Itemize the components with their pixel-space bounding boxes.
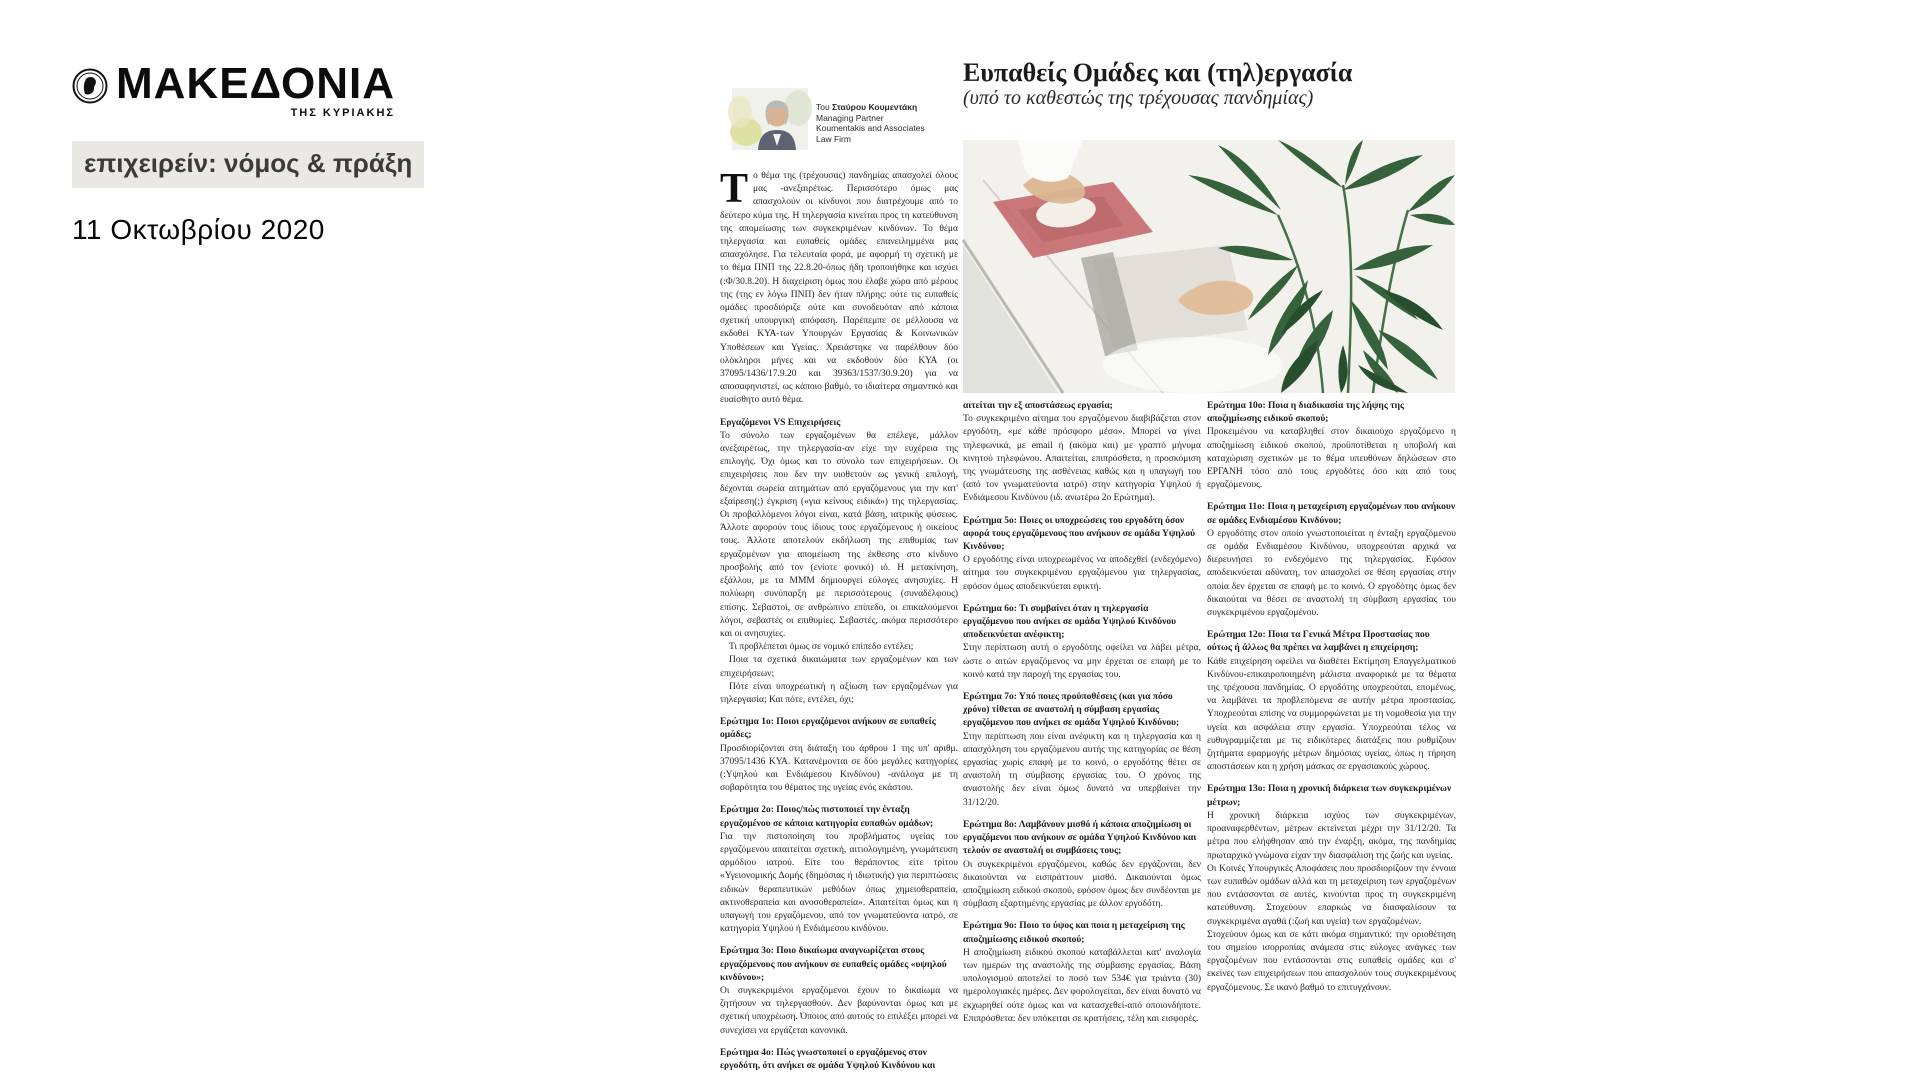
paragraph: Το σύνολο των εργαζομένων θα επέλεγε, μάλλον ανεξαιρέτως, την τηλεργασία-αν είχε την ευχέρεια της επιλογής. Όχι όμως και το σύνολο των επιχειρήσεων. Οι επιχειρήσεις που δεν την υιοθετούν ως γενική επιλογή, δέχονται σωρεία αιτημάτων από εργαζόμενους για την κατ' εξαίρεση(;) έγκριση («για κείνους ειδικά») της τηλεργασίας. Οι προβαλλόμενοι λόγοι είναι, κατά βάση, ιατρικής φύσεως. Άλλοτε αφορούν τους ίδιους τους εργαζόμενους ή οικείους τους. Άλλοτε αποτελούν εκδήλωση της επιθυμίας των εργαζομένων για απομείωση της έκθεσης στο κίνδυνο προσβολής από τον (ενίοτε φονικό) ιό. Η μετακίνηση, εξάλλου, με τα ΜΜΜ δημιουργεί εύλογες ανησυχίες. Η πολύωρη συνύπαρξη με περισσότερους (συναδέλφους) επίσης. Σεβαστοί, σε ανθρώπινο επίπεδο, οι επικαλούμενοι λόγοι, σεβαστές οι επιθυμίες. Σεβαστές, ακόμα περισσότερο και οι ανησυχίες.	[720, 430, 958, 639]
article-title: Ευπαθείς Ομάδες και (τηλ)εργασία	[963, 58, 1353, 87]
answer-paragraph: Οι συγκεκριμένοι εργαζόμενοι έχουν το δικαίωμα να ζητήσουν να τηλεργασθούν. Δεν βαρύνονται όμως και με σχετική υποχρέωση. Όποιος από αυτούς το επιλέξει μπορεί να συνεχίσει να εργάζεται κανονικά.	[720, 985, 958, 1036]
question-heading: Ερώτημα 5ο: Ποιες οι υποχρεώσεις του εργοδότη όσον αφορά τους εργαζόμενους που ανήκουν σε ομάδα Υψηλού Κινδύνου;	[963, 515, 1196, 553]
answer-paragraph: Οι Κοινές Υπουργικές Αποφάσεις που προσδιορίζουν την έννοια των ευπαθών ομάδων αλλά και τη μεταχείριση των εργαζομένων που εντάσσονται σε αυτές, κινούνται προς τη συγκεκριμένη κατεύθυνση. Στοχεύουν επαρκώς να διασφαλίσουν τα συγκεκριμένα αγαθά (:ζωή και υγεία) των εργαζομένων.	[1207, 863, 1456, 927]
newspaper-logo	[72, 59, 472, 119]
answer-paragraph: Στοχεύουν όμως και σε κάτι ακόμα σημαντικό: την οριοθέτηση του σημείου ισορροπίας ανάμεσα στις εύλογες ανάγκες των εργαζομένων που εντάσσονται στις ευπαθείς ομάδες και σ' εκείνες των επιχειρήσεων που απασχολούν τους συγκεκριμένους εργαζόμενους. Σε ικανό βαθμό το επιτυγχάνουν.	[1207, 929, 1456, 993]
lead-paragraph: Το θέμα της (τρέχουσας) πανδημίας απασχολεί όλους μας -ανεξαιρέτως. Περισσότερο όμως μας απασχολούν οι κίνδυνοι που διατρέχουμε από το δεύτερο κύμα της. Η τηλεργασία κινείται προς τη κατεύθυνση της απομείωσης των συγκεκριμένων κινδύνων. Το θέμα τηλεργασία και ευπαθείς ομάδες επανειλημμένα μας απασχόλησε. Για τελευταία φορά, με αφορμή τη σχετική με το θέμα ΠΝΠ της 22.8.20-όπως ήδη τροποιήθηκε και ισχύει (:Φ/30.8.20). Η διαχείριση όμως που έλαβε χώρα από μέρους της (της εν λόγω ΠΝΠ) δεν ήταν πλήρης: ούτε τις ευπαθείς ομάδες προσδιόριζε ούτε και συνοδευόταν από κάποια σχετική υπουργική απόφαση. Παρέπεμπε σε μέλλουσα να εκδοθεί ΚΥΑ-των Υπουργών Εργασίας & Κοινωνικών Υποθέσεων και Υγείας. Χρειάστηκε να παρέλθουν δύο ολόκληροι μήνες και να εκδοθούν δύο ΚΥΑ (οι 37095/1436/17.9.20 και 39363/1537/30.9.20) για να αποσαφηνιστεί, ως κάποιο βαθμό, το ιδιαίτερα σημαντικό και ευαίσθητο αυτό θέμα.	[720, 166, 958, 406]
answer-paragraph: Η χρονική διάρκεια ισχύος των συγκεκριμένων, προαναφερθέντων, μέτρων εκτείνεται μέχρι την 31/12/20. Τα μέτρα που ελήφθησαν από την έναρξη, ακόμα, της πανδημίας πρωταρχικό γνώμονα είχαν την διασφάλιση της ζωής και υγείας.	[1207, 810, 1456, 861]
drop-cap: Τ	[720, 166, 749, 212]
question-heading: Ερώτημα 12ο: Ποια τα Γενικά Μέτρα Προστασίας που ούτως ή άλλως θα πρέπει να λαμβάνει η επιχείρηση;	[1207, 630, 1430, 654]
section-banner	[72, 141, 424, 188]
question-heading: Ερώτημα 8ο: Λαμβάνουν μισθό ή κάποια αποζημίωση οι εργαζόμενοι που ανήκουν σε ομάδα Υψηλού Κινδύνου και τελούν σε αναστολή οι συμβάσεις τους;	[963, 819, 1197, 857]
article-photo	[963, 140, 1455, 393]
question-heading: Ερώτημα 11ο: Ποια η μεταχείριση εργαζομένων που ανήκουν σε ομάδες Ενδιαμέσου Κινδύνου;	[1207, 502, 1456, 526]
answer-paragraph: Κάθε επιχείρηση οφείλει να διαθέτει Εκτίμηση Επαγγελματικού Κινδύνου-επικαιροποιημένη μάλιστα αναφορικά με τα θέματα της τρέχουσα πανδημίας. Ο εργοδότης υποχρεούται, επομένως, να λαμβάνει τα προβλεπόμενα σε αυτήν μέτρα προστασίας. Υποχρεούται επίσης να συμμορφώνεται με τη νομοθεσία για την υγεία και ασφάλεια στην εργασία. Υποχρεούται τέλος να ευθυγραμμίζεται με τις ειδικότερες διατάξεις που ρυθμίζουν ζητήματα εφαρμογής μέτρων δημόσιας υγείας, όπως η τήρηση αποστάσεων και η χρήση μάσκας σε εργασιακούς χώρους.	[1207, 656, 1456, 773]
paragraph: Ποια τα σχετικά δικαιώματα των εργαζομένων και των επιχειρήσεων;	[720, 655, 958, 679]
answer-paragraph: Προκειμένου να καταβληθεί στον δικαιούχο εργαζόμενο η αποζημίωση ειδικού σκοπού, προϋποτίθεται η υποβολή και καταχώριση σχετικών με το θέμα υπευθύνων δηλώσεων στο ΕΡΓΑΝΗ τόσο από τους εργοδότες όσο και από τους εργαζόμενους.	[1207, 427, 1456, 491]
answer-paragraph: Για την πιστοποίηση του προβλήματος υγείας του εργαζόμενου απαιτείται σχετική, αιτιολογημένη, γνωμάτευση αρμόδιου ιατρού. Είτε του θεράποντος είτε τρίτου «Υγειονομικής Δομής (δημόσιας ή ιδιωτικής) για περιπτώσεις ειδικών θεραπευτικών μεθόδων όπως χημειοθεραπεία, ακτινοθεραπεία και ανοσοθεραπεία». Απαιτείται όμως και η υπαγωγή του εργαζόμενου, από τον γνωματεύοντα ιατρό, σε κατηγορία Υψηλού ή Ενδιάμεσου κινδύνου.	[720, 831, 958, 935]
byline-prefix: Του	[816, 102, 832, 112]
question-heading: Ερώτημα 6ο: Τι συμβαίνει όταν η τηλεργασία εργαζόμενου που ανήκει σε ομάδα Υψηλού Κινδύνου αποδεικνύεται ανέφικτη;	[963, 603, 1177, 641]
byline	[732, 88, 958, 158]
author-photo	[732, 88, 808, 150]
question-heading: Ερώτημα 4ο: Πώς γνωστοποιεί ο εργαζόμενος στον εργοδότη, ότι ανήκει σε ομάδα Υψηλού Κινδύνου και	[720, 1047, 936, 1071]
article-column-1	[720, 166, 958, 1071]
section-banner-label: επιχειρείν: νόμος & πράξη	[84, 148, 413, 178]
answer-paragraph: Ο εργοδότης είναι υποχρεωμένος να αποδεχθεί (ενδεχόμενο) αίτημα του συγκεκριμένου εργαζόμενου για τηλεργασίας, εφόσον όμως αποδεικνύεται εφικτή.	[963, 555, 1201, 592]
answer-paragraph: Προσδιορίζονται στη διάταξη του άρθρου 1 της υπ' αριθμ. 37095/1436 ΚΥΑ. Κατανέμονται σε δύο μεγάλες κατηγορίες (:Υψηλού και Ενδιάμεσου Κινδύνου) -ανάλογα με τη σοβαρότητα του θέματος της υγείας ενός εκάστου.	[720, 743, 958, 794]
author-name: Σταύρου Κουμεντάκη	[832, 102, 918, 112]
author-role: Managing Partner	[816, 112, 884, 123]
coin-emblem-icon	[72, 68, 108, 104]
answer-paragraph: Ο εργοδότης στον οποίο γνωστοποιείται η ένταξη εργαζόμενου σε ομάδα Ενδιαμέσου Κινδύνου, υποχρεούται αρχικά να διερευνήσει το ενδεχόμενο της τηλεργασίας. Εφόσον αποδεικνύεται αδύνατη, τον απασχολεί σε θέση εργασίας στην οποία δεν έρχεται σε επαφή με το κοινό. Ο εργοδότης όμως δεν δικαιούται να θέσει σε αναστολή τη σύμβαση εργασίας του συγκεκριμένου εργαζομένου.	[1207, 528, 1456, 619]
article-scan	[718, 55, 1460, 1071]
question-heading: Ερώτημα 3ο: Ποιο δικαίωμα αναγνωρίζεται στους εργαζόμενους που ανήκουν σε ευπαθείς ομάδες «υψηλού κινδύνου»;	[720, 946, 947, 983]
author-firm-suffix: Law Firm	[816, 133, 851, 144]
article-subtitle: (υπό το καθεστώς της τρέχουσας πανδημίας)	[963, 87, 1314, 109]
question-heading: Ερώτημα 1ο: Ποιοι εργαζόμενοι ανήκουν σε ευπαθείς ομάδες;	[720, 717, 936, 741]
newspaper-subtitle: ΤΗΣ ΚΥΡΙΑΚΗΣ	[290, 107, 395, 119]
article-column-3	[1207, 400, 1456, 1042]
question-heading: Ερώτημα 9ο: Ποιο το ύψος και ποια η μεταχείριση της αποζημίωσης ειδικού σκοπού;	[963, 921, 1185, 945]
issue-date: 11 Οκτωβρίου 2020	[72, 214, 325, 245]
newspaper-title: ΜΑΚΕΔΟΝΙΑ	[116, 59, 395, 108]
question-heading: Ερώτημα 2ο: Ποιος/πώς πιστοποιεί την ένταξη εργαζομένου σε κάποια κατηγορία ευπαθών ομάδων;	[720, 805, 934, 829]
question-heading: Ερώτημα 10ο: Ποια η διαδικασία της λήψης της αποζημίωσης ειδικού σκοπού;	[1207, 401, 1404, 425]
answer-paragraph: Το συγκεκριμένο αίτημα του εργαζόμενου διαβιβάζεται στον εργοδότη, «με κάθε πρόσφορο μέσο». Μπορεί να γίνει τηλεφωνικά, με email ή (ακόμα και) με γραπτό μήνυμα κινητού τηλεφώνου. Απαιτείται, επιπρόσθετα, η προσκόμιση της γνωμάτευσης της ασθένειας καθώς και η υπαγωγή του (από τον γνωματεύοντα ιατρό) στην κατηγορία Υψηλού ή Ενδιάμεσου Κινδύνου (ιδ. ανωτέρω 2ο Ερώτημα).	[963, 414, 1201, 504]
masthead	[72, 59, 472, 246]
answer-paragraph: Η αποζημίωση ειδικού σκοπού καταβάλλεται κατ' αναλογία των ημερών της αναστολής της σύμβασης εργασίας. Βάση υπολογισμού αποτελεί το ποσό των 534€ για τριάντα (30) ημερολογιακές ημέρες. Δεν φορολογείται, δεν είναι δυνατό να εκχωρηθεί ούτε όμως και να κατασχεθεί-από οποιονδήποτε. Επιπρόσθετα: δεν υπόκειται σε κρατήσεις, τέλη και εισφορές.	[963, 947, 1201, 1024]
question-heading-continued: αιτείται την εξ αποστάσεως εργασία;	[963, 401, 1113, 411]
question-heading: Ερώτημα 7ο: Υπό ποιες προϋποθέσεις (και για πόσο χρόνο) τίθεται σε αναστολή η σύμβαση εργασίας εργαζόμενου που ανήκει σε ομάδα Υψηλού Κινδύνου;	[963, 692, 1180, 729]
answer-paragraph: Στην περίπτωση που είναι ανέφικτη και η τηλεργασία και η απασχόληση του εργαζόμενου αυτής της κατηγορίας σε θέση εργασίας χωρίς επαφή με το κοινό, ο εργοδότης θέτει σε αναστολή τη σύμβασης εργασίας του. Ο χρόνος της αναστολής δεν είναι όμως δυνατό να υπερβαίνει την 31/12/20.	[963, 731, 1201, 808]
answer-paragraph: Οι συγκεκριμένοι εργαζόμενοι, καθώς δεν εργάζονται, δεν δικαιούνται να εισπράττουν μισθό. Δικαιούνται όμως αποζημίωση ειδικού σκοπού, εφόσον όμως δεν συνδέονται με σύμβαση εξαρτημένης εργασίας με άλλον εργοδότη.	[963, 859, 1201, 910]
author-firm: Koumentakis and Associates	[816, 123, 925, 133]
paragraph: Πότε είναι υποχρεωτική η αξίωση των εργαζομένων για τηλεργασία; Και πότε, εντέλει, όχι;	[720, 681, 958, 705]
answer-paragraph: Στην περίπτωση αυτή ο εργοδότης οφείλει να λάβει μέτρα, ώστε ο αιτών εργαζόμενος να μην έρχεται σε επαφή με το κοινό κατά την παροχή της εργασίας του.	[963, 643, 1201, 680]
paragraph: Τι προβλέπεται όμως σε νομικό επίπεδο εντέλει;	[729, 642, 914, 653]
question-heading: Ερώτημα 13ο: Ποια η χρονική διάρκεια των συγκεκριμένων μέτρων;	[1207, 784, 1452, 808]
section-heading: Εργαζόμενοι VS Επιχειρήσεις	[720, 417, 841, 428]
article-column-2	[963, 400, 1201, 1042]
